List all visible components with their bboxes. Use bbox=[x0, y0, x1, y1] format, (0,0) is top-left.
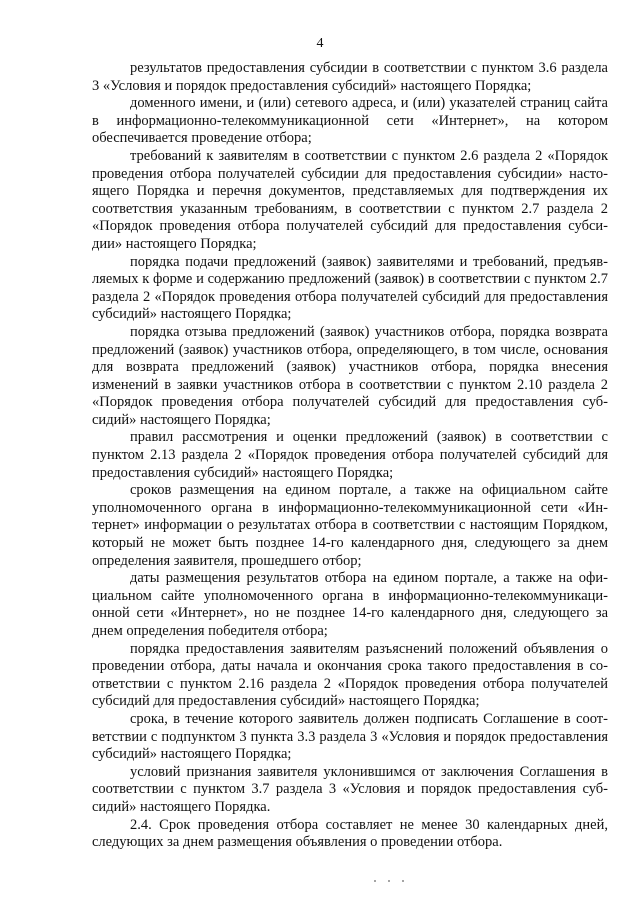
paragraph-application-submission: порядка подачи предложений (заявок) заявителями и требований, предъявляемых к форме и содержанию предложений (заявок) в соответствии с пунктом 2.7 раздела 2 «Порядок проведения отбора получателей субсидий для предоставления субсидий» настоящего Порядка; bbox=[92, 253, 608, 323]
paragraph-domain-name: доменного имени, и (или) сетевого адреса, и (или) указателей страниц сайта в информационно-телекоммуникационной сети «Интернет», на котором обеспечивается проведение отбора; bbox=[92, 95, 608, 147]
scan-artifact bbox=[374, 880, 414, 886]
paragraph-application-withdrawal: порядка отзыва предложений (заявок) участников отбора, порядка возврата предложений (заявок) участников отбора, определяющего, в том числе, основания для возврата предложений (заявок) участников отбора, порядка внесения изменений в заявки участников отбора в соответствии с пунктом 2.10 раздела 2 «Порядок проведения отбора получателей субсидий для предоставления субсидий» настоящего Порядка; bbox=[92, 323, 608, 428]
paragraph-applicant-requirements: требований к заявителям в соответствии с пунктом 2.6 раздела 2 «Порядок проведения отбора получателей субсидии для предоставления субсидии» настоящего Порядка и перечня документов, представляемых для подтверждения их соответствия указанным требованиям, в соответствии с пунктом 2.7 раздела 2 «Порядок проведения отбора получателей субсидий для предоставления субсидии» настоящего Порядка; bbox=[92, 147, 608, 252]
paragraph-subsidy-results: результатов предоставления субсидии в соответствии с пунктом 3.6 раздела 3 «Условия и порядок предоставления субсидий» настоящего Порядка; bbox=[92, 60, 608, 94]
paragraph-publication-deadlines: сроков размещения на едином портале, а также на официальном сайте уполномоченного органа в информационно-телекоммуникационной сети «Интернет» информации о результатах отбора в соответствии с настоящим Порядком, который не может быть позднее 14-го календарного дня, следующего за днем определения заявителя, прошедшего отбор; bbox=[92, 482, 608, 569]
paragraph-clarifications: порядка предоставления заявителям разъяснений положений объявления о проведении отбора, даты начала и окончания срока такого предоставления в соответствии с пунктом 2.16 раздела 2 «Порядок проведения отбора получателей субсидий для предоставления субсидий» настоящего Порядка; bbox=[92, 640, 608, 710]
paragraph-evasion-conditions: условий признания заявителя уклонившимся от заключения Соглашения в соответствии с пунктом 3.7 раздела 3 «Условия и порядок предоставления субсидий» настоящего Порядка. bbox=[92, 763, 608, 815]
page-number: 4 bbox=[316, 36, 324, 51]
paragraph-agreement-deadline: срока, в течение которого заявитель должен подписать Соглашение в соответствии с подпунктом 3 пункта 3.3 раздела 3 «Условия и порядок предоставления субсидий» настоящего Порядка; bbox=[92, 710, 608, 763]
paragraph-selection-period: 2.4. Срок проведения отбора составляет не менее 30 календарных дней, следующих за днем размещения объявления о проведении отбора. bbox=[92, 816, 608, 851]
paragraph-evaluation-rules: правил рассмотрения и оценки предложений (заявок) в соответствии с пунктом 2.13 раздела 2 «Порядок проведения отбора получателей субсидий для предоставления субсидий» настоящего Порядка; bbox=[92, 429, 608, 481]
document-body bbox=[92, 60, 608, 852]
paragraph-results-date: даты размещения результатов отбора на едином портале, а также на официальном сайте уполномоченного органа в информационно-телекоммуникационной сети «Интернет», но не позднее 14-го календарного дня, следующего за днем определения победителя отбора; bbox=[92, 570, 608, 639]
